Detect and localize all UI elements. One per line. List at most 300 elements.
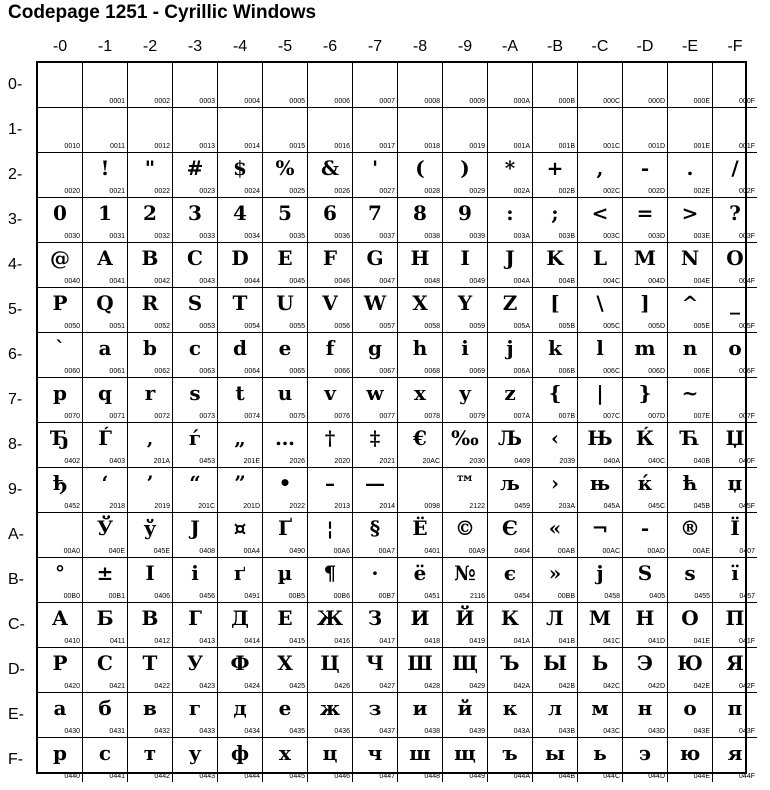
char-glyph: к — [502, 696, 518, 720]
char-glyph: l — [596, 336, 604, 360]
unicode-code: 001A — [513, 143, 530, 150]
char-cell — [263, 423, 308, 468]
char-cell — [488, 468, 533, 513]
column-header: -4 — [232, 38, 248, 55]
char-glyph: э — [638, 741, 652, 765]
unicode-code: 0409 — [514, 458, 530, 465]
char-glyph: с — [98, 741, 112, 765]
char-cell — [128, 243, 173, 288]
char-cell — [578, 738, 623, 782]
unicode-code: 201E — [243, 458, 260, 465]
char-cell — [488, 648, 533, 693]
unicode-code: 004F — [739, 278, 755, 285]
row-header: 6- — [8, 346, 23, 363]
char-cell — [173, 288, 218, 333]
unicode-code: 2039 — [559, 458, 575, 465]
char-cell — [488, 63, 533, 108]
unicode-code: 0003 — [199, 98, 215, 105]
char-cell — [443, 153, 488, 198]
unicode-code: 0414 — [244, 638, 260, 645]
char-cell — [128, 153, 173, 198]
unicode-code: 0015 — [289, 143, 305, 150]
unicode-code: 005A — [513, 323, 530, 330]
char-cell — [353, 693, 398, 738]
char-glyph: – — [325, 471, 335, 495]
char-glyph: Њ — [587, 426, 613, 450]
char-cell — [398, 558, 443, 603]
unicode-code: 045E — [153, 548, 170, 555]
char-cell — [353, 378, 398, 423]
unicode-code: 2030 — [469, 458, 485, 465]
unicode-code: 2014 — [379, 503, 395, 510]
char-glyph: ¬ — [591, 516, 609, 540]
char-cell — [263, 378, 308, 423]
char-cell — [173, 513, 218, 558]
unicode-code: 0436 — [334, 728, 350, 735]
char-glyph: Х — [277, 651, 293, 675]
char-cell — [128, 333, 173, 378]
char-cell — [83, 558, 128, 603]
char-cell — [173, 693, 218, 738]
unicode-code: 0018 — [424, 143, 440, 150]
char-cell — [353, 63, 398, 108]
unicode-code: 007A — [513, 413, 530, 420]
char-cell — [83, 63, 128, 108]
char-glyph: Ђ — [50, 426, 70, 450]
char-cell — [83, 243, 128, 288]
char-glyph: { — [548, 381, 562, 405]
char-glyph: _ — [730, 291, 740, 315]
char-glyph: в — [143, 696, 157, 720]
unicode-code: 0439 — [469, 728, 485, 735]
unicode-code: 0411 — [109, 638, 125, 645]
unicode-code: 0033 — [199, 233, 215, 240]
char-glyph: › — [551, 471, 559, 495]
char-cell — [218, 153, 263, 198]
unicode-code: 0490 — [289, 548, 305, 555]
char-cell — [713, 108, 757, 153]
char-glyph: s — [189, 381, 201, 405]
char-cell — [218, 603, 263, 648]
char-cell — [218, 693, 263, 738]
char-cell — [623, 693, 668, 738]
char-cell — [443, 738, 488, 782]
char-glyph: D — [231, 246, 249, 270]
unicode-code: 0441 — [109, 773, 125, 780]
char-glyph: µ — [277, 561, 293, 585]
char-cell — [488, 243, 533, 288]
unicode-code: 007C — [603, 413, 620, 420]
char-glyph: " — [144, 156, 156, 180]
unicode-code: 0021 — [109, 188, 125, 195]
char-glyph: Ч — [365, 651, 385, 675]
unicode-code: 0044 — [244, 278, 260, 285]
char-cell — [38, 333, 83, 378]
char-glyph: . — [686, 156, 694, 180]
char-glyph: / — [731, 156, 739, 180]
char-glyph: ¶ — [323, 561, 337, 585]
char-glyph: з — [368, 696, 382, 720]
unicode-code: 00A9 — [468, 548, 485, 555]
char-glyph: П — [725, 606, 745, 630]
unicode-code: 044D — [648, 773, 665, 780]
unicode-code: 003D — [648, 233, 665, 240]
char-cell — [353, 198, 398, 243]
char-cell — [218, 198, 263, 243]
unicode-code: 0055 — [289, 323, 305, 330]
char-glyph: ` — [55, 336, 65, 360]
unicode-code: 000C — [603, 98, 620, 105]
unicode-code: 005F — [739, 323, 755, 330]
char-cell — [533, 648, 578, 693]
unicode-code: 044B — [558, 773, 575, 780]
char-glyph: ± — [96, 561, 114, 585]
unicode-code: 2021 — [379, 458, 395, 465]
unicode-code: 000A — [513, 98, 530, 105]
char-glyph: … — [275, 426, 295, 450]
char-glyph: o — [728, 336, 742, 360]
unicode-code: 0421 — [109, 683, 125, 690]
unicode-code: 0009 — [469, 98, 485, 105]
char-cell — [128, 603, 173, 648]
char-glyph: “ — [189, 471, 201, 495]
char-cell — [308, 558, 353, 603]
char-cell — [308, 738, 353, 782]
char-glyph: Н — [635, 606, 655, 630]
char-glyph: і — [191, 561, 199, 585]
unicode-code: 0046 — [334, 278, 350, 285]
char-cell — [713, 693, 757, 738]
char-cell — [173, 153, 218, 198]
char-cell — [713, 333, 757, 378]
char-cell — [623, 738, 668, 782]
unicode-code: 0039 — [469, 233, 485, 240]
column-header: -E — [682, 38, 698, 55]
char-glyph: ? — [729, 201, 741, 225]
char-glyph: g — [368, 336, 382, 360]
unicode-code: 043F — [739, 728, 755, 735]
unicode-code: 0050 — [64, 323, 80, 330]
char-cell — [83, 153, 128, 198]
char-glyph: ѓ — [188, 426, 202, 450]
char-cell — [443, 63, 488, 108]
unicode-code: 041F — [739, 638, 755, 645]
char-glyph: ™ — [455, 471, 475, 495]
char-cell — [623, 378, 668, 423]
char-glyph: ь — [593, 741, 607, 765]
char-glyph: Џ — [725, 426, 745, 450]
char-cell — [218, 558, 263, 603]
char-cell — [353, 333, 398, 378]
unicode-code: 0001 — [109, 98, 125, 105]
char-cell — [578, 243, 623, 288]
unicode-code: 0443 — [199, 773, 215, 780]
unicode-code: 042B — [558, 683, 575, 690]
char-glyph: h — [412, 336, 428, 360]
unicode-code: 0077 — [379, 413, 395, 420]
char-glyph: ю — [679, 741, 701, 765]
unicode-code: 0002 — [154, 98, 170, 105]
unicode-code: 201D — [243, 503, 260, 510]
char-cell — [713, 243, 757, 288]
unicode-code: 0043 — [199, 278, 215, 285]
char-glyph: њ — [589, 471, 611, 495]
unicode-code: 0406 — [154, 593, 170, 600]
unicode-code: 0447 — [379, 773, 395, 780]
char-cell — [713, 378, 757, 423]
char-glyph: B — [141, 246, 159, 270]
char-cell — [578, 558, 623, 603]
char-glyph: = — [636, 201, 654, 225]
unicode-code: 0449 — [469, 773, 485, 780]
unicode-code: 0445 — [289, 773, 305, 780]
char-glyph: ‘ — [101, 471, 109, 495]
char-cell — [173, 738, 218, 782]
char-cell — [713, 198, 757, 243]
char-cell — [578, 333, 623, 378]
unicode-code: 0028 — [424, 188, 440, 195]
unicode-code: 000D — [648, 98, 665, 105]
char-cell — [443, 423, 488, 468]
unicode-code: 0060 — [64, 368, 80, 375]
char-cell — [623, 288, 668, 333]
char-glyph: Й — [455, 606, 475, 630]
char-cell — [533, 738, 578, 782]
unicode-code: 040A — [603, 458, 620, 465]
char-glyph: + — [546, 156, 564, 180]
char-glyph: у — [188, 741, 202, 765]
char-cell — [353, 423, 398, 468]
char-glyph: є — [503, 561, 517, 585]
char-glyph: п — [727, 696, 743, 720]
char-glyph: С — [97, 651, 113, 675]
unicode-code: 00A4 — [243, 548, 260, 555]
char-glyph: Ы — [542, 651, 568, 675]
unicode-code: 0068 — [424, 368, 440, 375]
row-header: B- — [8, 571, 24, 588]
unicode-code: 0025 — [289, 188, 305, 195]
unicode-code: 0004 — [244, 98, 260, 105]
char-cell — [488, 378, 533, 423]
char-glyph: ' — [371, 156, 379, 180]
char-glyph: ц — [322, 741, 338, 765]
char-cell — [398, 198, 443, 243]
char-cell — [353, 513, 398, 558]
char-glyph: Л — [546, 606, 564, 630]
char-glyph: t — [235, 381, 245, 405]
unicode-code: 040B — [693, 458, 710, 465]
unicode-code: 2026 — [289, 458, 305, 465]
char-glyph: ¦ — [326, 516, 334, 540]
char-cell — [173, 378, 218, 423]
unicode-code: 0424 — [244, 683, 260, 690]
char-cell — [218, 513, 263, 558]
unicode-code: 0056 — [334, 323, 350, 330]
char-cell — [128, 513, 173, 558]
char-glyph: Щ — [452, 651, 478, 675]
char-glyph: ® — [680, 516, 700, 540]
char-glyph: щ — [454, 741, 476, 765]
char-glyph: Ф — [230, 651, 250, 675]
char-glyph: Ћ — [680, 426, 700, 450]
char-glyph: ѕ — [684, 561, 696, 585]
unicode-code: 0448 — [424, 773, 440, 780]
unicode-code: 0074 — [244, 413, 260, 420]
unicode-code: 006E — [693, 368, 710, 375]
unicode-code: 041B — [558, 638, 575, 645]
unicode-code: 0005 — [289, 98, 305, 105]
char-glyph: Т — [142, 651, 158, 675]
char-glyph: Ў — [96, 516, 114, 540]
char-glyph: ( — [415, 156, 425, 180]
unicode-code: 0433 — [199, 728, 215, 735]
unicode-code: 0453 — [199, 458, 215, 465]
char-cell — [398, 288, 443, 333]
char-cell — [623, 108, 668, 153]
char-cell — [308, 108, 353, 153]
char-glyph: 0 — [53, 201, 67, 225]
unicode-code: 003E — [693, 233, 710, 240]
char-cell — [173, 558, 218, 603]
unicode-code: 0419 — [469, 638, 485, 645]
char-glyph: $ — [233, 156, 247, 180]
row-header: E- — [8, 706, 24, 723]
unicode-code: 0010 — [64, 143, 80, 150]
char-cell — [713, 603, 757, 648]
char-cell — [623, 198, 668, 243]
char-cell — [668, 423, 713, 468]
char-glyph: Ж — [316, 606, 344, 630]
char-cell — [398, 603, 443, 648]
unicode-code: 0444 — [244, 773, 260, 780]
unicode-code: 042D — [648, 683, 665, 690]
char-glyph: ~ — [681, 381, 699, 405]
char-cell — [398, 648, 443, 693]
unicode-code: 0435 — [289, 728, 305, 735]
unicode-code: 002E — [693, 188, 710, 195]
row-header: 4- — [8, 256, 23, 273]
unicode-code: 0437 — [379, 728, 395, 735]
char-glyph: 3 — [188, 201, 202, 225]
char-glyph: 8 — [413, 201, 427, 225]
unicode-code: 0054 — [244, 323, 260, 330]
column-header: -B — [547, 38, 563, 55]
char-cell — [398, 153, 443, 198]
char-cell — [668, 513, 713, 558]
char-cell — [128, 558, 173, 603]
char-cell — [713, 468, 757, 513]
unicode-code: 001E — [693, 143, 710, 150]
char-glyph: Ј — [190, 516, 200, 540]
unicode-code: 0408 — [199, 548, 215, 555]
char-cell — [668, 108, 713, 153]
char-glyph: | — [596, 381, 604, 405]
unicode-code: 0066 — [334, 368, 350, 375]
char-glyph: ъ — [502, 741, 518, 765]
char-glyph: — — [365, 471, 385, 495]
char-cell — [173, 198, 218, 243]
unicode-code: 0008 — [424, 98, 440, 105]
unicode-code: 002C — [603, 188, 620, 195]
char-glyph: ] — [640, 291, 650, 315]
unicode-code: 00B0 — [63, 593, 80, 600]
char-cell — [668, 558, 713, 603]
unicode-code: 0064 — [244, 368, 260, 375]
unicode-code: 0071 — [109, 413, 125, 420]
unicode-code: 041C — [603, 638, 620, 645]
unicode-code: 0423 — [199, 683, 215, 690]
char-cell — [398, 738, 443, 782]
char-glyph: N — [680, 246, 700, 270]
unicode-code: 0062 — [154, 368, 170, 375]
char-glyph: ў — [143, 516, 157, 540]
unicode-code: 2019 — [154, 503, 170, 510]
unicode-code: 0042 — [154, 278, 170, 285]
unicode-code: 042F — [739, 683, 755, 690]
char-cell — [353, 153, 398, 198]
char-glyph: е — [278, 696, 292, 720]
char-glyph: ч — [367, 741, 383, 765]
char-glyph: Ц — [320, 651, 340, 675]
char-cell — [578, 648, 623, 693]
char-glyph: Q — [96, 291, 114, 315]
row-header: 8- — [8, 436, 23, 453]
char-cell — [623, 243, 668, 288]
column-header: -7 — [367, 38, 383, 55]
char-glyph: @ — [50, 246, 70, 270]
char-cell — [263, 243, 308, 288]
char-cell — [128, 423, 173, 468]
row-header: 5- — [8, 301, 23, 318]
unicode-code: 0431 — [109, 728, 125, 735]
char-glyph: У — [186, 651, 204, 675]
char-glyph: k — [548, 336, 562, 360]
char-cell — [38, 693, 83, 738]
char-cell — [578, 108, 623, 153]
unicode-code: 0432 — [154, 728, 170, 735]
char-cell — [173, 423, 218, 468]
unicode-code: 0402 — [64, 458, 80, 465]
char-cell — [488, 693, 533, 738]
unicode-code: 0031 — [109, 233, 125, 240]
char-glyph: } — [638, 381, 652, 405]
char-cell — [668, 198, 713, 243]
unicode-code: 007B — [558, 413, 575, 420]
char-glyph: Ќ — [635, 426, 655, 450]
char-cell — [38, 468, 83, 513]
unicode-code: 043C — [603, 728, 620, 735]
unicode-code: 0415 — [289, 638, 305, 645]
unicode-code: 0059 — [469, 323, 485, 330]
char-glyph: • — [278, 471, 292, 495]
unicode-code: 0412 — [154, 638, 170, 645]
unicode-code: 000B — [558, 98, 575, 105]
char-glyph: c — [188, 336, 202, 360]
char-cell — [533, 108, 578, 153]
char-cell — [308, 243, 353, 288]
column-header: -1 — [97, 38, 113, 55]
char-cell — [443, 648, 488, 693]
unicode-code: 006D — [648, 368, 665, 375]
unicode-code: 0040 — [64, 278, 80, 285]
char-glyph: † — [324, 426, 336, 450]
char-glyph: ‰ — [451, 426, 479, 450]
char-glyph: В — [141, 606, 159, 630]
unicode-code: 0425 — [289, 683, 305, 690]
char-cell — [218, 288, 263, 333]
char-cell — [218, 378, 263, 423]
char-cell — [218, 468, 263, 513]
